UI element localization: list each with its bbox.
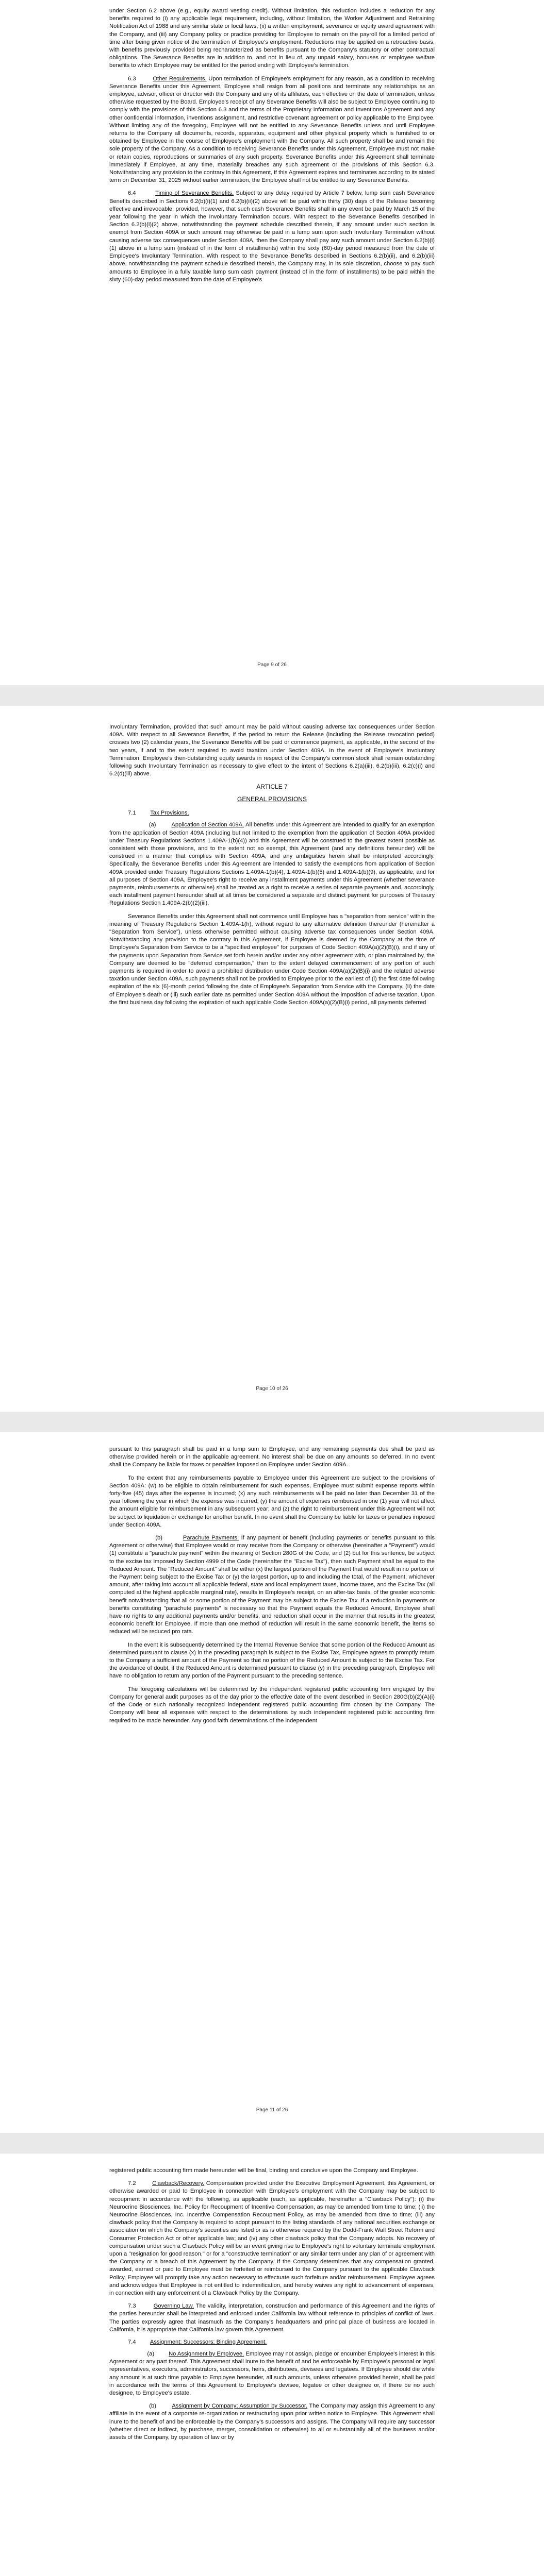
page-footer: Page 10 of 26 (256, 1386, 288, 1392)
subsection-heading: Assignment by Company; Assumption by Successor. (172, 2403, 308, 2410)
section-7-1-a (109, 821, 435, 907)
section-number: 7.1 (128, 810, 136, 817)
subsection-body: If any payment or benefit (including payments or benefits pursuant to this Agreement or otherwise) that Employee would or may receive from the Company or otherwise (hereinafter a "Payment") would (1) constitute a "parachute payment" within the meaning of Section 280G of the Code, and (2) but for this sentence, be subject to the excise tax imposed by Section 4999 of the Code (hereinafter the "Excise Tax"), then such Payment shall be equal to the Reduced Amount. The "Reduced Amount" shall be either (x) the largest portion of the Payment that would result in no portion of the Payment being subject to the Excise Tax or (y) the largest portion, up to and including the total, of the Payment, whichever amount, after taking into account all applicable federal, state and local employment taxes, income taxes, and the Excise Tax (all computed at the highest applicable marginal rate), results in Employee's receipt, on an after-tax basis, of the greater economic benefit notwithstanding that all or some portion of the Payment may be subject to the Excise Tax. If a reduction in payments or benefits constituting "parachute payments" is necessary so that the Payment equals the Reduced Amount, Employee shall have no rights to any additional payments and/or benefits, and reduction shall occur in the manner that results in the greatest economic benefit for Employee. If more than one method of reduction will result in the same economic benefit, the items so reduced will be reduced pro rata. (109, 1535, 435, 1635)
subsection-number: (b) (155, 1535, 162, 1541)
subsection-number: (a) (149, 822, 156, 828)
page-gap (0, 2133, 544, 2154)
page-12 (0, 2154, 544, 2576)
paragraph: In the event it is subsequently determined by the Internal Revenue Service that some portion of the Reduced Amount as determined pursuant to clause (x) in the preceding paragraph is subject to the Excise Tax, Employee agrees to promptly return to the Company a sufficient amount of the Payment so that no portion of the Reduced Amount is subject to the Excise Tax. For the avoidance of doubt, if the Reduced Amount is determined pursuant to clause (y) in the preceding paragraph, Employee will have no obligation to return any portion of the Payment pursuant to the preceding sentence. (109, 1641, 435, 1680)
section-body: The validity, interpretation, construction and performance of this Agreement and the rights of the parties hereunder shall be interpreted and enforced under California law without reference to principles of conflict of laws. The parties expressly agree that inasmuch as the Company's headquarters and principal place of business are located in California, it is appropriate that California law govern this Agreement. (109, 2303, 435, 2333)
subsection-heading: Parachute Payments. (183, 1535, 239, 1541)
page-gap (0, 685, 544, 706)
section-heading: Assignment; Successors; Binding Agreement. (150, 2339, 267, 2346)
section-number: 7.2 (128, 2180, 136, 2187)
section-number: 6.3 (128, 75, 136, 82)
section-number: 7.4 (128, 2339, 136, 2346)
subsection-body: All benefits under this Agreement are intended to qualify for an exemption from the application of Section 409A (including but not limited to the exemption from the application of Section 409A provided under Treasury Regulations Sections 1.409A-1(b)(4)) and this Agreement will be construed to the greatest extent possible as consistent with those provisions, and to the extent not so exempt, this Agreement (and any definitions hereunder) will be construed in a manner that complies with Section 409A, and any ambiguities herein shall be interpreted accordingly. Specifically, the Severance Benefits under this Agreement are intended to satisfy the exemptions from application of Section 409A provided under Treasury Regulations Sections 1.409A-1(b)(4), 1.409A-1(b)(5) and 1.409A-1(b)(9), as applicable, and for all purposes of Section 409A, Employee's right to receive any installment payments under this Agreement (whether severance payments, reimbursements or otherwise) shall be treated as a right to receive a series of separate payments and, accordingly, each installment payment hereunder shall at all times be considered a separate and distinct payment for purposes of Treasury Regulations Section 1.409A-2(b)(2)(iii). (109, 822, 435, 907)
article-title: ARTICLE 7 (256, 783, 288, 791)
section-heading: Other Requirements. (153, 75, 207, 82)
section-heading: Timing of Severance Benefits. (155, 190, 234, 197)
section-heading: Clawback/Recovery. (152, 2180, 205, 2187)
paragraph: To the extent that any reimbursements payable to Employee under this Agreement are subject to the provisions of Section 409A: (w) to be eligible to obtain reimbursement for such expenses, Employee must submit expense reports within forty-five (45) days after the expense is incurred; (x) any such reimbursements will be paid no later than December 31 of the year following the year in which the expense was incurred; (y) the amount of expenses reimbursed in one (1) year will not affect the amount eligible for reimbursement in any subsequent year; and (z) the right to reimbursement under this Agreement will not be subject to liquidation or exchange for another benefit. In no event shall the Company be liable for taxes or penalties imposed under Section 409A. (109, 1475, 435, 1528)
page-footer: Page 11 of 26 (256, 2107, 288, 2113)
section-7-3 (109, 2302, 435, 2334)
section-heading: Governing Law. (153, 2303, 194, 2310)
page-11 (0, 1432, 544, 2133)
section-6-3 (109, 75, 435, 185)
subsection-number: (a) (147, 2351, 155, 2358)
subsection-number: (b) (149, 2403, 156, 2410)
subsection-heading: No Assignment by Employee. (169, 2351, 244, 2358)
section-number: 7.3 (128, 2303, 136, 2310)
paragraph: under Section 6.2 above (e.g., equity award vesting credit). Without limitation, this reduction includes a reduction for any benefits required to (i) any applicable legal requirement, including, without limitation, the Worker Adjustment and Retraining Notification Act of 1988 and any similar state or local laws, (ii) a written employment, severance or equity award agreement with the Company, and (iii) any Company policy or practice providing for Employee to remain on the payroll for a limited period of time after being given notice of the termination of Employee's employment. Reductions may be applied on a retroactive basis, with benefits previously provided being recharacterized as benefits pursuant to the Company's statutory or other contractual obligations. The Severance Benefits are in addition to, and not in lieu of, any unpaid salary, bonuses or employee welfare benefits to which Employee may be entitled for the period ending with Employee's termination. (109, 8, 435, 69)
article-subtitle: GENERAL PROVISIONS (237, 795, 307, 803)
section-7-1 (128, 810, 435, 816)
paragraph: The foregoing calculations will be determined by the independent registered public accounting firm engaged by the Company for general audit purposes as of the day prior to the effective date of the event described in Section 280G(b)(2)(A)(i) of the Code or such nationally recognized independent registered public accounting firm chosen by the Company. The Company will bear all expenses with respect to the determinations by such independent registered public accounting firm required to be made hereunder. Any good faith determinations of the independent (109, 1686, 435, 1724)
section-body: Compensation provided under the Executive Employment Agreement, this Agreement, or otherwise awarded or paid to Employee in connection with Employee's employment with the Company may be subject to recoupment in accordance with the following, as applicable (each, as applicable, hereinafter a "Clawback Policy"): (i) the Neurocrine Biosciences, Inc. Policy for Recoupment of Incentive Compensation, as may be amended from time to time; (ii) the Neurocrine Biosciences, Inc. Incentive Compensation Recoupment Policy, as may be amended from time to time; (iii) any clawback policy that the Company is required to adopt pursuant to the listing standards of any national securities exchange or association on which the Company's securities are listed or as is otherwise required by the Dodd-Frank Wall Street Reform and Consumer Protection Act or other applicable law; and (iv) any other clawback policy that the Company adopts. No recovery of compensation under such a Clawback Policy will be an event giving rise to Employee's right to voluntary terminate employment upon a "resignation for good reason," or for a "constructive termination" or any similar term under any plan of or agreement with the Company or a breach of this Agreement by the Company. If the Company determines that any compensation granted, awarded, earned or paid to Employee must be forfeited or reimbursed to the Company pursuant to the applicable Clawback Policy, Employee will promptly take any action necessary to effectuate such forfeiture and/or reimbursement. Employee agrees and acknowledges that Employee is not entitled to indemnification, and hereby waives any right to advancement of expenses, in connection with any enforcement of a Clawback Policy by the Company. (109, 2180, 435, 2297)
page-footer: Page 9 of 26 (257, 662, 287, 668)
section-7-1-b (109, 1534, 435, 1636)
page-gap (0, 1412, 544, 1432)
section-body: Subject to any delay required by Article 7 below, lump sum cash Severance Benefits described in Sections 6.2(b)(i)(1) and 6.2(b)(ii)(2) above will be paid within thirty (30) days of the Release becoming effective and irrevocable; provided, however, that such cash Severance Benefits shall in any event be paid by March 15 of the year following the year in which the Involuntary Termination occurs. With respect to the Severance Benefits described in Section 6.2(b)(i)(2) above, notwithstanding the payment schedule described therein, if any amount under such section is exempt from Section 409A or such amount may otherwise be paid in a lump sum upon such Involuntary Termination without causing adverse tax consequences under Section 409A, then the Company shall pay any such amount under Section 6.2(b)(i)(1) above in a lump sum (instead of in the form of installments) within the sixty (60)-day period measured from the date of Employee's Involuntary Termination. With respect to the Severance Benefits described in Sections 6.2(b)(ii), and 6.2(b)(iii) above, notwithstanding the payment schedule described therein, the Company may, in its sole discretion, choose to pay such amounts to Employee in a fully taxable lump sum cash payment (instead of in the form of installments) to be paid within the sixty (60)-day period measured from the date of Employee's (109, 190, 435, 283)
subsection-body: Employee may not assign, pledge or encumber Employee's interest in this Agreement or any part thereof. This Agreement shall inure to the benefit of and be enforceable by Employee's personal or legal representatives, executors, administrators, successors, heirs, distributees, devisees and legatees. If Employee should die while any amount is at such time payable to Employee hereunder, all such amounts, unless otherwise provided herein, shall be paid in accordance with the terms of this Agreement to Employee's devisee, legatee or other designee or, if there be no such designee, to Employee's estate. (109, 2351, 435, 2397)
paragraph: Involuntary Termination, provided that such amount may be paid without causing adverse tax consequences under Section 409A. With respect to all Severance Benefits, if the period to return the Release (including the Release revocation period) crosses two (2) calendar years, the Severance Benefits will be paid or commence payment, as applicable, in the second of the two years, if and to the extent required to avoid taxation under Section 409A. In the event of Employee's Involuntary Termination, Employee's then-outstanding equity awards in respect of the Company's common stock shall remain outstanding following such Involuntary Termination as necessary to give effect to the intent of Sections 6.2(a)(iii), 6.2(b)(iii), 6.2(c)(i) and 6.2(d)(iii) above. (109, 724, 435, 777)
subsection-body: The Company may assign this Agreement to any affiliate in the event of a corporate re-organization or restructuring upon prior written notice to Employee. This Agreement shall inure to the benefit of and be enforceable by the Company's successors and assigns. The Company will require any successor (whether direct or indirect, by purchase, merger, consolidation or otherwise) to all or substantially all of the business and/or assets of the Company, by operation of law or by (109, 2403, 435, 2441)
section-7-4-b (109, 2402, 435, 2442)
section-7-4 (128, 2339, 435, 2345)
section-heading: Tax Provisions. (150, 810, 189, 817)
section-6-4 (109, 190, 435, 283)
section-number: 6.4 (128, 190, 136, 197)
subsection-heading: Application of Section 409A. (171, 822, 244, 828)
paragraph: Severance Benefits under this Agreement shall not commence until Employee has a "separation from service" within the meaning of Treasury Regulations Section 1.409A-1(h), without regard to any alternative definition thereunder (hereinafter a "Separation from Service"), unless otherwise permitted without causing adverse tax consequences under Section 409A. Notwithstanding any provision to the contrary in this Agreement, if Employee is deemed by the Company at the time of Employee's Separation from Service to be a "specified employee" for purposes of Code Section 409A(a)(2)(B)(i), and if any of the payments upon Separation from Service set forth herein and/or under any other agreement with, or plan maintained by, the Company are deemed to be "deferred compensation," then to the extent delayed commencement of any portion of such payments is required in order to avoid a prohibited distribution under Code Section 409A(a)(2)(B)(i) and the related adverse taxation under Section 409A, such payments shall not be provided to Employee prior to the earliest of (i) the first date following expiration of the six (6)-month period following the date of Employee's Separation from Service with the Company, (ii) the date of Employee's death or (iii) such earlier date as permitted under Section 409A without the imposition of adverse taxation. Upon the first business day following the expiration of such applicable Code Section 409A(a)(2)(B)(i) period, all payments deferred (109, 913, 435, 1006)
page-9 (0, 0, 544, 685)
section-body: Upon termination of Employee's employment for any reason, as a condition to receiving Severance Benefits under this Agreement, Employee shall resign from all positions and terminate any relationships as an employee, advisor, officer or director with the Company and any of its affiliates, each effective on the date of termination, unless otherwise requested by the Board. Employee's receipt of any Severance Benefits will also be subject to Employee continuing to comply with the provisions of this Section 6.3 and the terms of the Proprietary Information and Inventions Agreement and any other confidential information, inventions assignment, and restrictive covenant agreement or policy applicable to the Employee. Without limiting any of the foregoing, Employee will not be entitled to any Severance Benefits unless and until Employee returns to the Company all documents, records, apparatus, equipment and other physical property which is furnished to or obtained by Employee in the course of Employee's employment with the Company. All such property shall be and remain the sole property of the Company. As a condition to receiving Severance Benefits under this Agreement, Employee must not make or retain copies, reproductions or summaries of any such property. Severance Benefits under this Agreement shall terminate immediately if Employee, at any time, materially breaches any such agreement or the provisions of this Section 6.3. Notwithstanding any provision to the contrary in this Agreement, if this Agreement expires and terminates according to its stated term on December 31, 2025 without earlier termination, the Employee shall not be entitled to any Severance Benefits. (109, 75, 435, 184)
page-10 (0, 706, 544, 1412)
paragraph: registered public accounting firm made hereunder will be final, binding and conclusive upon the Company and Employee. (109, 2167, 418, 2174)
section-7-2 (109, 2180, 435, 2297)
section-7-4-a (109, 2350, 435, 2397)
paragraph: pursuant to this paragraph shall be paid in a lump sum to Employee, and any remaining payments due shall be paid as otherwise provided herein or in the applicable agreement. No interest shall be due on any amounts so deferred. In no event shall the Company be liable for taxes or penalties imposed on Employee under Section 409A. (109, 1446, 435, 1468)
